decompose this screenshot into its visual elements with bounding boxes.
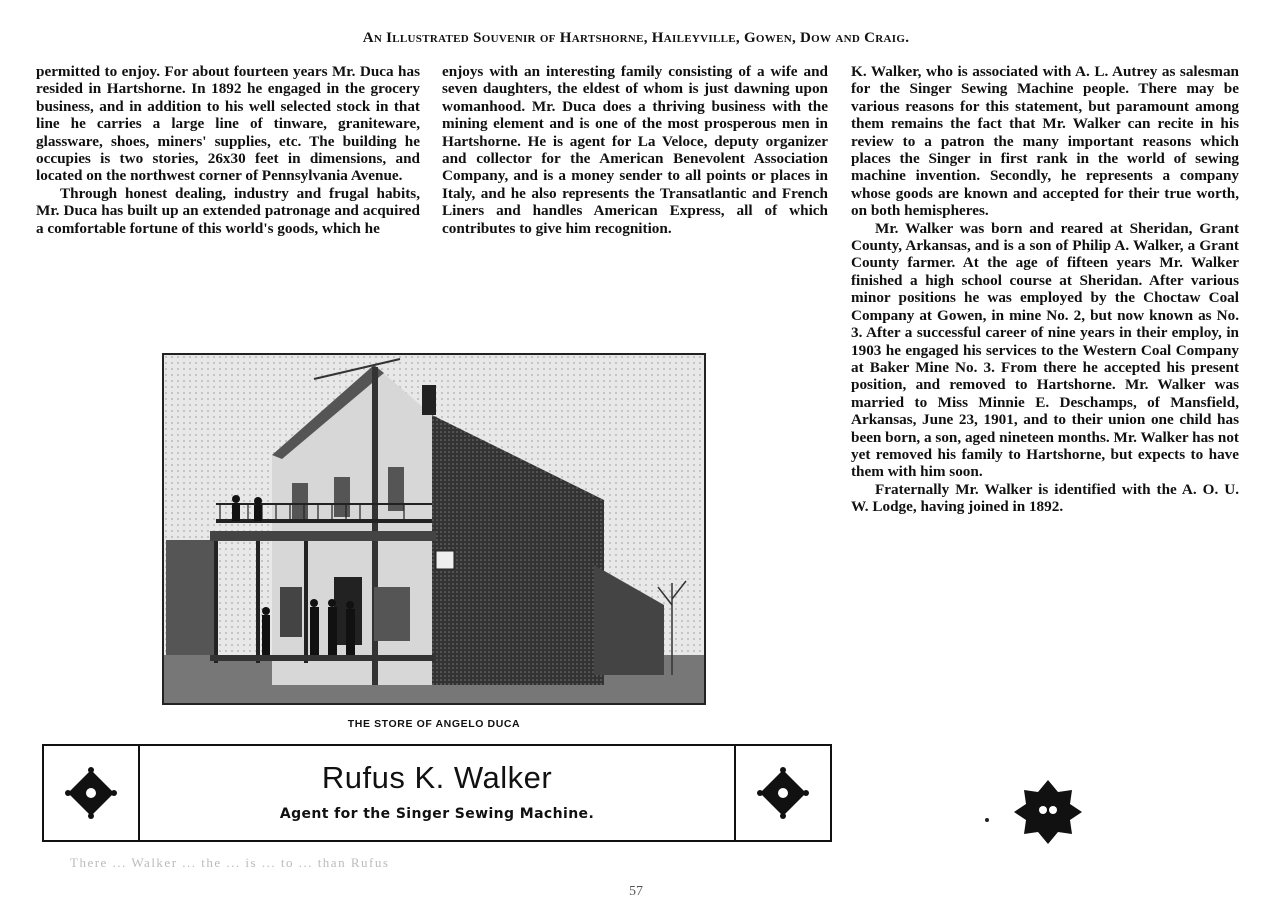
ad-name: Rufus K. Walker	[321, 760, 553, 795]
column3-paragraph-2: Mr. Walker was born and reared at Sheridan, Grant County, Arkansas, and is a son of Philip A. Walker, a Grant County farmer. At the age of fifteen years Mr. Walker finished a high school course at Sheridan. After various minor positions he was employed by the Choctaw Coal Company at Gowen, in mine No. 2, but now known as No. 3. After a successful career of nine years in their employ, in 1903 he engaged his services to the Western Coal Company at Baker Mine No. 3. From there he accepted his present position, and removed to Hartshorne. Mr. Walker was married to Miss Minnie E. Deschamps, of Mansfield, Arkansas, June 23, 1901, and to their union one child has been born, a son, aged nineteen months. Mr. Walker has not yet removed his family to Hartshorne, but expects to have them with him soon.	[851, 219, 1239, 481]
column1-paragraph-2: Through honest dealing, industry and frugal habits, Mr. Duca has built up an extended patronage and acquired a comfortable fortune of this world's goods, which he	[36, 184, 420, 237]
faded-text-line: There ... Walker ... the ... is ... to ... than Rufus	[70, 855, 390, 870]
diamond-ornament-icon	[736, 746, 830, 840]
column2-paragraph-1: enjoys with an interesting family consisting of a wife and seven daughters, the eldest of whom is just dawning upon womanhood. Mr. Duca does a thriving business with the mining element and is one of the most prosperous men in Hartshorne. He is agent for La Veloce, deputy organizer and collector for the American Benevolent Association Company, and is a money sender to all points or places in Italy, and he also represents the Transatlantic and French Liners and handles American Express, all of which contributes to give him recognition.	[442, 63, 828, 237]
column1-paragraph-1: permitted to enjoy. For about fourteen years Mr. Duca has resided in Hartshorne. In 1892 he engaged in the grocery business, and in addition to his well selected stock in that line he carries a large line of tinware, graniteware, glassware, shoes, miners' supplies, etc. The building he occupies is two stories, 26x30 feet in dimensions, and located on the northwest corner of Pennsylvania Avenue.	[36, 63, 420, 185]
advertisement-box	[42, 744, 832, 842]
running-header: An Illustrated Souvenir of Hartshorne, Haileyville, Gowen, Dow and Craig.	[362, 30, 910, 46]
ink-dot	[985, 818, 989, 822]
ad-ornament-right	[734, 746, 830, 840]
store-photograph	[162, 353, 706, 705]
ad-subtitle: Agent for the Singer Sewing Machine.	[279, 806, 595, 822]
text-column-3	[851, 63, 1239, 516]
ad-ornament-left	[44, 746, 140, 840]
text-column-2	[442, 63, 828, 237]
diamond-ornament-icon	[44, 746, 138, 840]
store-building-illustration	[164, 355, 704, 703]
text-column-1	[36, 63, 420, 237]
column3-paragraph-3: Fraternally Mr. Walker is identified with the A. O. U. W. Lodge, having joined in 1892.	[851, 480, 1239, 516]
photo-caption: THE STORE OF ANGELO DUCA	[347, 718, 521, 730]
fleuron-icon	[1012, 778, 1084, 846]
column3-paragraph-1: K. Walker, who is associated with A. L. Autrey as salesman for the Singer Sewing Machine people. There may be various reasons for this statement, but paramount among them remains the fact that Mr. Walker can recite in his review to a patron the many important reasons which places the Singer in first rank in the world of sewing machine invention. Secondly, he represents a company whose goods are known and accepted for their true worth, on both hemispheres.	[851, 63, 1239, 220]
page-number: 57	[629, 884, 643, 899]
